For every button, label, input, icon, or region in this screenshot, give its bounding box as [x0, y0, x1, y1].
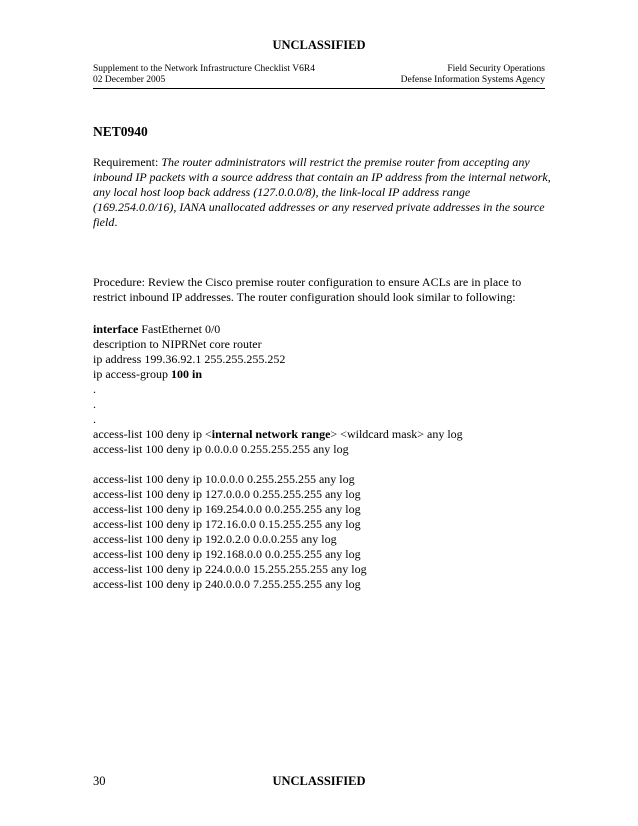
- config-ellipsis-dot: .: [93, 412, 96, 426]
- config-access-group-line: [93, 367, 553, 382]
- acl-rule-line: access-list 100 deny ip 10.0.0.0 0.255.255.255 any log: [93, 472, 355, 486]
- requirement-text: The router administrators will restrict the premise router from accepting any inbound IP packets with a source address that contain an IP address from the internal network, any local host loop back address (127.0.0.0/8), the link-local IP address range (169.254.0.0/16), IANA unallocated addresses or any reserved private addresses in the source field: [93, 155, 551, 229]
- header-document-title: Supplement to the Network Infrastructure Checklist V6R4: [93, 64, 315, 74]
- header-date: 02 December 2005: [93, 75, 166, 85]
- header-organization-unit: Field Security Operations: [447, 64, 545, 74]
- acl-internal-suffix: > <wildcard mask> any log: [330, 427, 463, 441]
- acl-rule-line: access-list 100 deny ip 192.0.2.0 0.0.0.255 any log: [93, 532, 337, 546]
- config-access-group-value: 100 in: [170, 367, 202, 381]
- config-interface-name: FastEthernet 0/0: [138, 322, 221, 336]
- acl-internal-prefix: access-list 100 deny ip <: [93, 427, 212, 441]
- acl-rule-line: access-list 100 deny ip 192.168.0.0 0.0.255.255 any log: [93, 547, 361, 561]
- config-interface-keyword: interface: [93, 322, 139, 336]
- acl-rule-line: access-list 100 deny ip 169.254.0.0 0.0.255.255 any log: [93, 502, 361, 516]
- config-ellipsis-dot: .: [93, 397, 96, 411]
- acl-rule-line: access-list 100 deny ip 224.0.0.0 15.255.255.255 any log: [93, 562, 367, 576]
- requirement-paragraph: [93, 155, 553, 230]
- requirement-end: .: [114, 215, 118, 229]
- page-number: 30: [93, 774, 106, 788]
- section-title: NET0940: [93, 124, 148, 139]
- page-content: [93, 124, 553, 592]
- requirement-label: Requirement:: [93, 155, 162, 169]
- acl-rule-list: [93, 472, 553, 592]
- acl-internal-range-placeholder: internal network range: [211, 427, 331, 441]
- config-ellipsis-dot: .: [93, 382, 96, 396]
- acl-rule-line: access-list 100 deny ip 127.0.0.0 0.255.255.255 any log: [93, 487, 361, 501]
- config-description-line: description to NIPRNet core router: [93, 337, 262, 351]
- acl-rule-line: access-list 100 deny ip 240.0.0.0 7.255.255.255 any log: [93, 577, 361, 591]
- config-ip-address-line: ip address 199.36.92.1 255.255.255.252: [93, 352, 286, 366]
- header-row-1: [93, 64, 545, 75]
- header-agency: Defense Information Systems Agency: [400, 75, 545, 85]
- config-interface-line: [93, 322, 553, 337]
- config-access-group-prefix: ip access-group: [93, 367, 171, 381]
- page-header: [93, 64, 545, 89]
- acl-zero-network-line: access-list 100 deny ip 0.0.0.0 0.255.255.255 any log: [93, 442, 349, 456]
- acl-internal-range-line: [93, 427, 553, 442]
- classification-banner-top: UNCLASSIFIED: [272, 38, 366, 52]
- procedure-paragraph: Procedure: Review the Cisco premise router configuration to ensure ACLs are in place to restrict inbound IP addresses. The router configuration should look similar to following:: [93, 275, 522, 304]
- classification-banner-bottom: UNCLASSIFIED: [272, 774, 366, 788]
- acl-rule-line: access-list 100 deny ip 172.16.0.0 0.15.255.255 any log: [93, 517, 361, 531]
- header-row-2: [93, 75, 545, 86]
- router-config-block: [93, 322, 553, 592]
